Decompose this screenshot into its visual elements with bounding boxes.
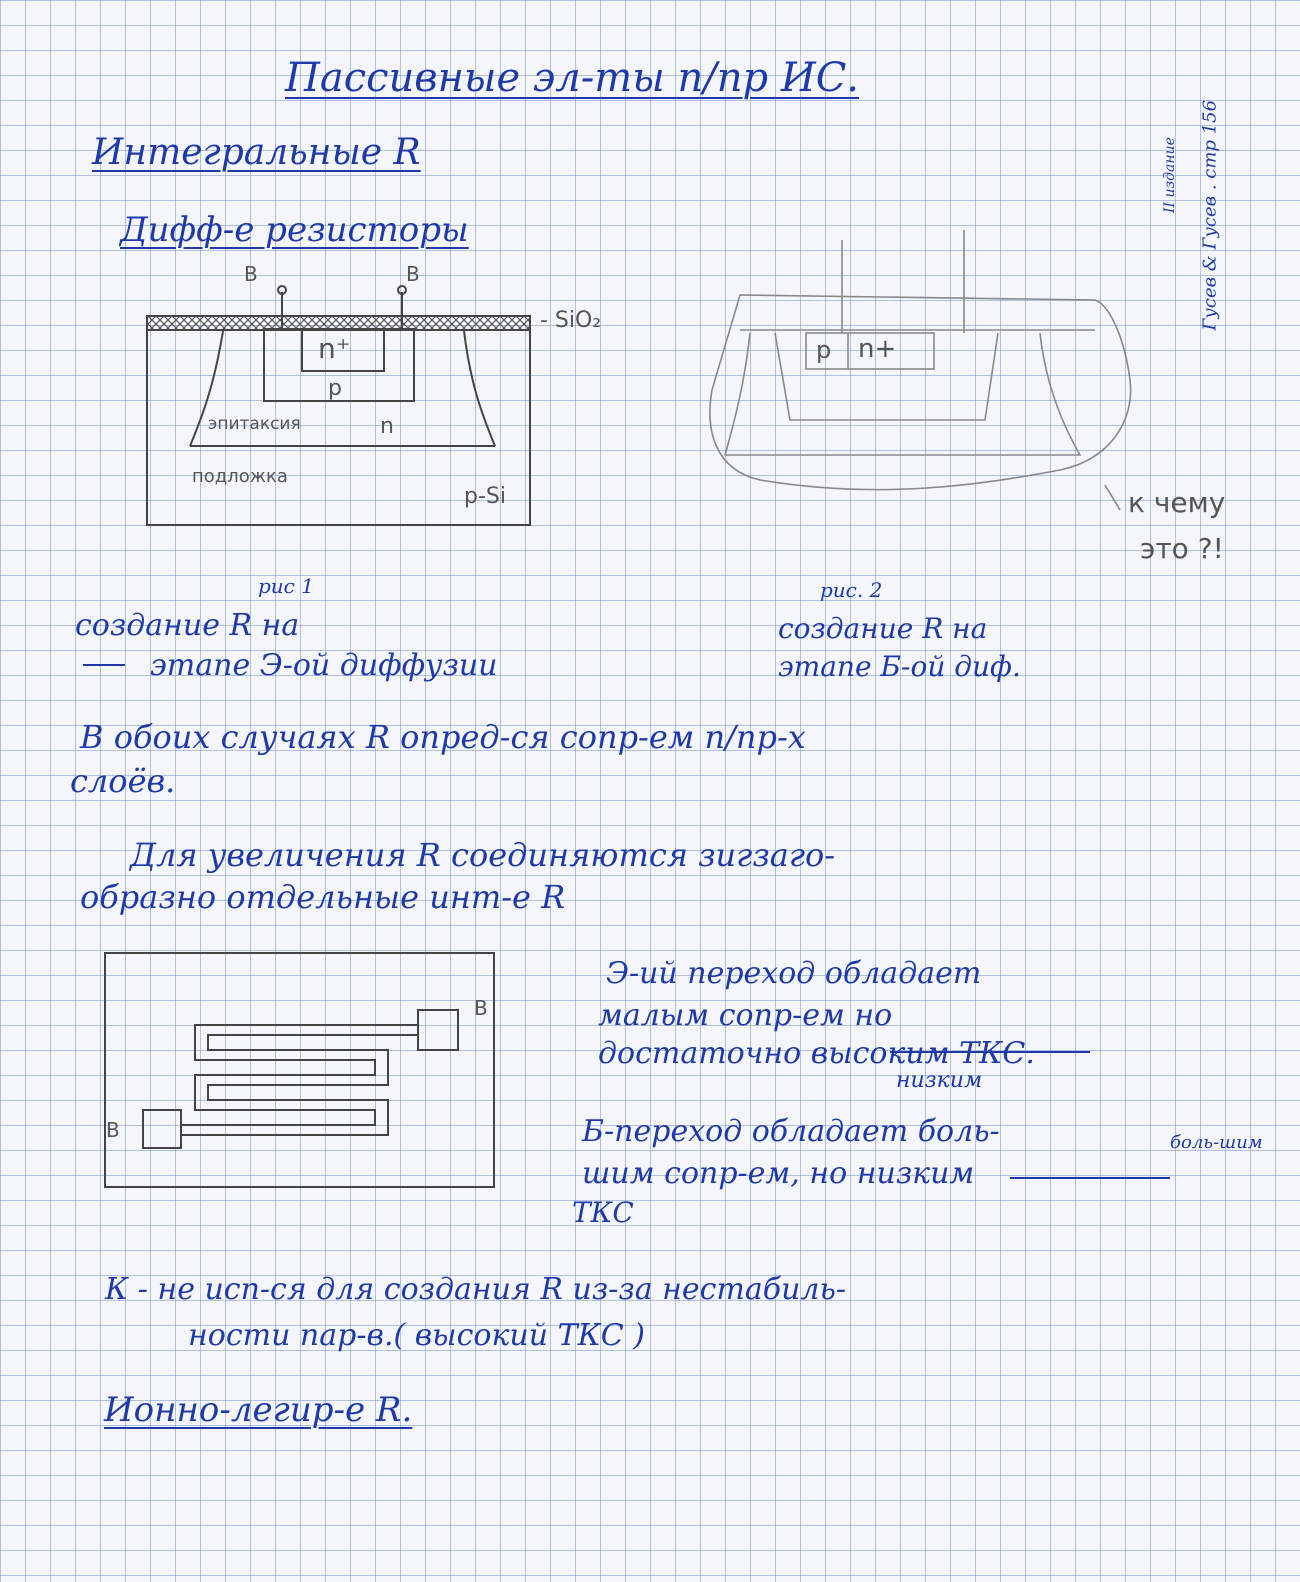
fig2-pointer [1105, 485, 1120, 510]
fig3-meander-inner [181, 1035, 418, 1135]
fig1-label-sio2: - SiO₂ [540, 308, 602, 333]
fig1-caption-number: рис 1 [258, 574, 314, 598]
fig3-zigzag-resistor [105, 953, 494, 1187]
fig3-pad-bottom [143, 1110, 181, 1148]
para-both-line1: В обоих случаях R опред-ся сопр-ем п/пр-х [80, 718, 806, 756]
fig1-label-psi: p-Si [464, 484, 506, 509]
fig3-outer-box [105, 953, 494, 1187]
k-note-line1: К - не исп-ся для создания R из-за нестабиль- [105, 1272, 846, 1307]
fig2-caption-line1: создание R на [778, 612, 988, 645]
side-note-edition: II издание [1162, 137, 1178, 213]
fig1-label-b-left: B [244, 262, 258, 286]
fig1-label-substrate: подложка [192, 466, 288, 487]
fig2-question-line2: это ?! [1140, 532, 1224, 565]
b-note-line1: Б-переход обладает боль- [582, 1114, 1000, 1149]
fig1-label-b-right: B [406, 262, 420, 286]
fig3-meander-outer [181, 1025, 418, 1125]
e-note-line3: достаточно высоким ТКС. [598, 1036, 1035, 1071]
fig1-oxide-layer [147, 316, 530, 330]
section-heading: Интегральные R [92, 132, 421, 173]
fig1-label-p: p [328, 376, 342, 401]
fig1-isolation-right [464, 331, 495, 446]
fig2-sketch [710, 230, 1131, 510]
para-zigzag-line2: образно отдельные инт-е R [80, 878, 566, 916]
subsection-heading: Дифф-е резисторы [120, 210, 469, 250]
b-note-line2: шим сопр-ем, но низким [582, 1156, 975, 1191]
b-note-correction: боль-шим [1170, 1132, 1263, 1153]
e-note-correction: низким [896, 1068, 983, 1093]
fig1-caption-line1: создание R на [75, 608, 300, 643]
fig1-label-n: n [380, 414, 394, 439]
b-note-line3: ТКС [572, 1196, 634, 1229]
fig2-caption-number: рис. 2 [820, 578, 883, 602]
para-zigzag-line1: Для увеличения R соединяются зигзаго- [130, 836, 836, 874]
fig2-question-line1: к чему [1128, 486, 1226, 519]
fig3-label-b-left: B [106, 1118, 120, 1142]
fig3-label-b-top: B [474, 996, 488, 1020]
k-note-line2: ности пар-в.( высокий ТКС ) [188, 1318, 645, 1353]
e-note-line2: малым сопр-ем но [598, 998, 893, 1033]
fig3-pad-top [418, 1010, 458, 1050]
fig1-caption-line2: этапе Э-ой диффузии [150, 648, 498, 683]
fig2-label-p: p [816, 336, 832, 364]
ion-implanted-heading: Ионно-легир-е R. [104, 1390, 413, 1430]
fig1-label-nplus: n⁺ [318, 332, 351, 365]
side-note-reference: Гусев & Гусев . стр 156 [1199, 99, 1221, 331]
page-title: Пассивные эл-ты п/пр ИС. [285, 55, 860, 101]
fig2-outline [710, 295, 1131, 490]
para-both-line2: слоёв. [70, 762, 176, 800]
fig1-label-epitaxy: эпитаксия [208, 414, 301, 434]
fig2-label-nplus: n+ [858, 334, 897, 364]
e-note-line1: Э-ий переход обладает [606, 956, 982, 991]
fig2-caption-line2: этапе Б-ой диф. [778, 650, 1021, 683]
